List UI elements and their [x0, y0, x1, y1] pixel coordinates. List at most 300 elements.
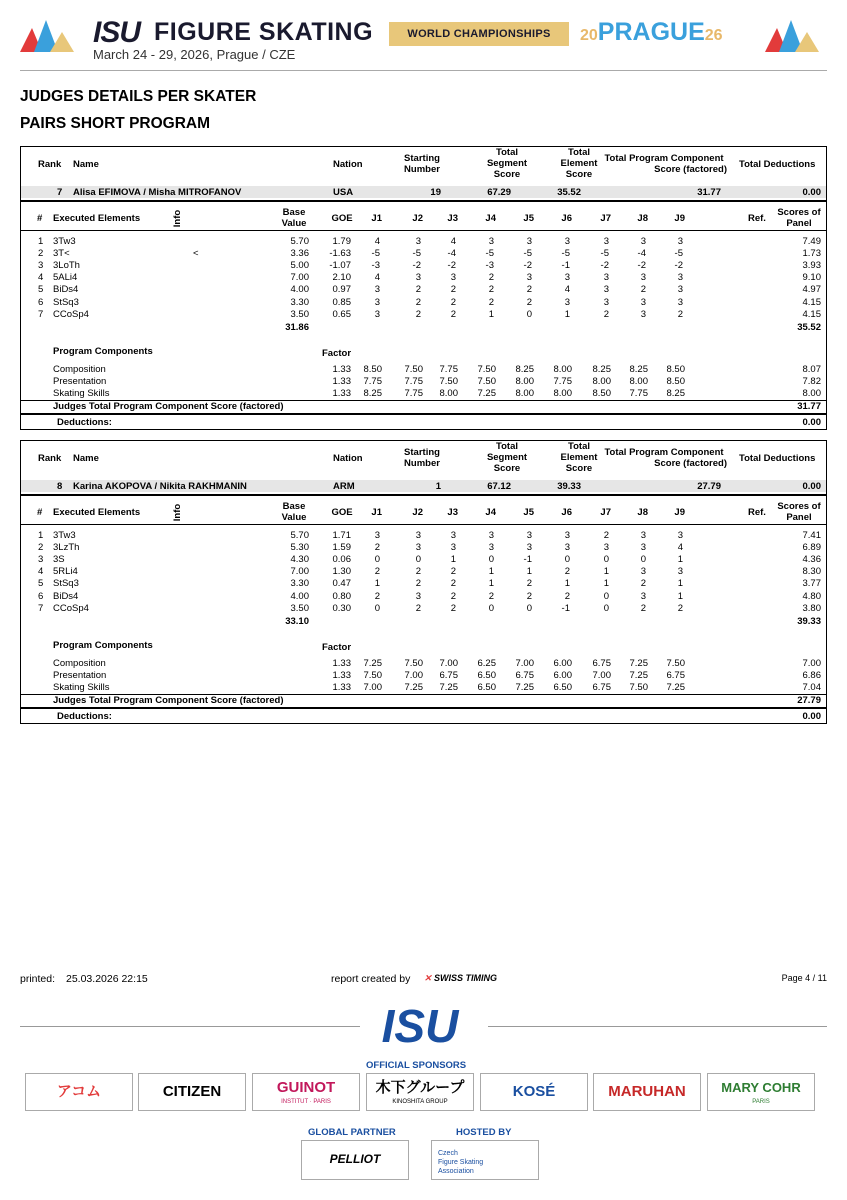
component-judge-9: 7.50 [666, 658, 685, 669]
element-score: 6.89 [802, 542, 821, 554]
element-score: 8.30 [802, 566, 821, 578]
skater-nation: USA [333, 187, 354, 198]
name-header: Name [73, 159, 99, 170]
official-sponsors-label: OFFICIAL SPONSORS [366, 1060, 467, 1071]
judge-header-7: J7 [600, 213, 611, 224]
element-judge-9: 3 [677, 566, 683, 578]
page-header [0, 0, 847, 70]
element-judge-5: 2 [526, 590, 532, 602]
judge-header-8: J8 [637, 213, 648, 224]
element-judge-1: 4 [374, 272, 380, 284]
goe-header: GOE [331, 213, 353, 224]
tpcs-header-2: Score (factored) [654, 458, 727, 469]
total-deductions: 0.00 [802, 481, 821, 492]
sponsor-subtitle: PARIS [752, 1099, 770, 1105]
element-judge-4: 1 [488, 566, 494, 578]
element-judge-7: 3 [603, 284, 609, 296]
component-judge-6: 8.00 [553, 388, 572, 399]
element-goe: 0.06 [332, 554, 351, 566]
element-judge-1: 0 [374, 602, 380, 614]
sponsor-5 [480, 1073, 588, 1111]
element-judge-1: 3 [374, 296, 380, 308]
element-judge-3: 2 [450, 284, 456, 296]
tes-header-3: Score [565, 463, 593, 474]
component-judge-1: 8.25 [363, 388, 382, 399]
element-judge-6: 3 [564, 530, 570, 541]
header-divider [20, 70, 827, 71]
element-number: 6 [38, 296, 44, 308]
element-base-value: 3.30 [290, 578, 309, 590]
element-judge-9: 2 [677, 308, 683, 320]
elements-header-divider [21, 524, 826, 525]
element-number: 3 [38, 260, 44, 272]
element-judge-6: -1 [561, 602, 570, 614]
element-goe: 1.30 [332, 566, 351, 578]
element-judge-3: 2 [450, 566, 456, 578]
base-value-header-1: Base [282, 207, 306, 218]
nation-header: Nation [333, 453, 363, 464]
city-name: PRAGUE [597, 18, 705, 46]
element-judge-3: 3 [450, 542, 456, 554]
city-year-suffix: 26 [704, 27, 723, 44]
element-judge-3: 4 [450, 236, 456, 247]
executed-elements-header: Executed Elements [53, 507, 141, 518]
component-judge-9: 8.50 [666, 364, 685, 375]
element-base-value: 3.50 [290, 308, 309, 320]
tes-header-3: Score [565, 169, 593, 180]
element-judge-9: 1 [677, 554, 683, 566]
starting-number: 1 [435, 481, 441, 492]
element-goe: 1.79 [332, 236, 351, 247]
component-judge-2: 7.75 [404, 376, 423, 387]
total-deductions-header: Total Deductions [739, 159, 816, 170]
info-header: Info [172, 503, 184, 522]
base-value-header-2: Value [281, 512, 307, 523]
element-judge-6: 3 [564, 542, 570, 554]
component-judge-7: 8.00 [592, 376, 611, 387]
element-number: 4 [38, 272, 44, 284]
element-score: 9.10 [802, 272, 821, 284]
judges-total-pcs-label: Judges Total Program Component Score (factored) [53, 695, 284, 706]
base-value-total: 31.86 [285, 322, 309, 333]
element-judge-7: 3 [603, 296, 609, 308]
tes-header-1: Total [568, 147, 590, 158]
isu-logo: ISU [93, 16, 141, 49]
championship-badge: WORLD CHAMPIONSHIPS [389, 22, 569, 46]
element-judge-1: -3 [371, 260, 380, 272]
page-title: JUDGES DETAILS PER SKATER [20, 88, 257, 105]
summary-divider [21, 200, 826, 202]
judge-header-9: J9 [674, 213, 685, 224]
component-judge-3: 8.00 [439, 388, 458, 399]
component-judge-5: 7.00 [515, 658, 534, 669]
component-judge-8: 7.25 [629, 670, 648, 681]
starting-number-header-2: Number [404, 458, 440, 469]
total-element-score: 35.52 [557, 187, 581, 198]
sponsor-7 [707, 1073, 815, 1111]
executed-elements-header: Executed Elements [53, 213, 141, 224]
element-base-value: 5.70 [290, 236, 309, 247]
component-judge-5: 8.00 [515, 376, 534, 387]
element-judge-8: 3 [640, 542, 646, 554]
element-judge-7: 0 [603, 590, 609, 602]
printed-value: 25.03.2026 22:15 [66, 973, 148, 985]
element-judge-6: 3 [564, 236, 570, 247]
deductions-divider [21, 707, 826, 709]
element-judge-7: 1 [603, 566, 609, 578]
element-number: 5 [38, 578, 44, 590]
judge-header-2: J2 [412, 507, 423, 518]
element-goe: 0.97 [332, 284, 351, 296]
component-judge-5: 7.25 [515, 682, 534, 693]
host-line-3: Association [438, 1168, 474, 1175]
element-judge-5: -5 [523, 248, 532, 260]
right-emblem-icon [765, 18, 827, 54]
element-base-value: 4.00 [290, 284, 309, 296]
element-judge-9: 3 [677, 284, 683, 296]
deductions-divider [21, 413, 826, 415]
component-name: Composition [53, 364, 106, 375]
component-judge-3: 6.75 [439, 670, 458, 681]
element-base-value: 4.00 [290, 590, 309, 602]
sponsor-name: MARY COHR [721, 1080, 801, 1095]
element-score: 3.80 [802, 602, 821, 614]
skater-rank: 7 [57, 187, 63, 198]
tss-header-2: Segment [486, 452, 528, 463]
elements-score-total: 35.52 [797, 322, 821, 333]
element-judge-6: 3 [564, 296, 570, 308]
component-factor: 1.33 [332, 364, 351, 375]
info-header: Info [172, 209, 184, 228]
component-judge-4: 7.50 [477, 376, 496, 387]
component-name: Skating Skills [53, 682, 110, 693]
deductions-value: 0.00 [802, 711, 821, 722]
component-name: Composition [53, 658, 106, 669]
scores-panel-header-2: Panel [786, 512, 812, 523]
component-judge-7: 8.25 [592, 364, 611, 375]
element-judge-1: 2 [374, 590, 380, 602]
element-judge-3: 2 [450, 578, 456, 590]
element-judge-5: 3 [526, 236, 532, 247]
sponsor-subtitle: KINOSHITA GROUP [392, 1099, 448, 1105]
element-judge-2: 2 [415, 602, 421, 614]
component-judge-3: 7.25 [439, 682, 458, 693]
element-judge-4: 2 [488, 284, 494, 296]
component-score: 7.00 [802, 658, 821, 669]
swiss-timing-icon: ✕ [424, 973, 435, 983]
element-judge-4: 1 [488, 308, 494, 320]
element-judge-8: 3 [640, 590, 646, 602]
element-judge-4: 2 [488, 272, 494, 284]
rank-header: Rank [38, 159, 62, 170]
judge-header-9: J9 [674, 507, 685, 518]
tss-header-3: Score [493, 169, 521, 180]
element-judge-4: -5 [485, 248, 494, 260]
tes-header-2: Element [560, 452, 598, 463]
tes-header-1: Total [568, 441, 590, 452]
deductions-value: 0.00 [802, 417, 821, 428]
element-judge-6: 1 [564, 578, 570, 590]
judge-header-4: J4 [485, 213, 496, 224]
element-code: 5ALi4 [53, 272, 78, 284]
component-judge-7: 8.50 [592, 388, 611, 399]
component-judge-3: 7.75 [439, 364, 458, 375]
element-goe: 1.71 [332, 530, 351, 541]
element-judge-5: 1 [526, 566, 532, 578]
judges-total-pcs-value: 31.77 [797, 401, 821, 412]
element-judge-4: 1 [488, 578, 494, 590]
hosted-by-label: HOSTED BY [456, 1127, 512, 1138]
rank-header: Rank [38, 453, 62, 464]
page-number: Page 4 / 11 [781, 973, 827, 983]
component-factor: 1.33 [332, 376, 351, 387]
judge-header-1: J1 [371, 213, 382, 224]
global-partner-label: GLOBAL PARTNER [308, 1127, 396, 1138]
element-base-value: 7.00 [290, 272, 309, 284]
total-pcs: 27.79 [697, 481, 721, 492]
element-judge-9: 1 [677, 590, 683, 602]
sponsor-6 [593, 1073, 701, 1111]
element-base-value: 3.50 [290, 602, 309, 614]
element-goe: 0.85 [332, 296, 351, 308]
element-judge-2: 2 [415, 308, 421, 320]
element-judge-6: -5 [561, 248, 570, 260]
element-judge-8: 3 [640, 566, 646, 578]
element-judge-8: 3 [640, 308, 646, 320]
total-segment-score: 67.12 [487, 481, 511, 492]
element-judge-7: 0 [603, 554, 609, 566]
element-judge-5: 2 [526, 296, 532, 308]
judge-header-7: J7 [600, 507, 611, 518]
host-czech-association [431, 1140, 539, 1180]
component-judge-6: 6.00 [553, 670, 572, 681]
element-judge-2: -2 [412, 260, 421, 272]
sponsor-rule-right [488, 1026, 827, 1027]
element-judge-2: 2 [415, 296, 421, 308]
element-score: 4.97 [802, 284, 821, 296]
component-judge-4: 7.25 [477, 388, 496, 399]
component-judge-4: 7.50 [477, 364, 496, 375]
element-judge-9: 3 [677, 236, 683, 247]
component-judge-9: 7.25 [666, 682, 685, 693]
element-base-value: 4.30 [290, 554, 309, 566]
element-judge-8: -2 [637, 260, 646, 272]
skater-block [20, 440, 827, 724]
base-value-total: 33.10 [285, 616, 309, 627]
element-judge-8: 0 [640, 554, 646, 566]
element-judge-2: 2 [415, 566, 421, 578]
judge-header-5: J5 [523, 213, 534, 224]
element-judge-7: 2 [603, 308, 609, 320]
element-judge-7: 3 [603, 542, 609, 554]
component-name: Presentation [53, 376, 107, 387]
element-code: 3S [53, 554, 65, 566]
component-factor: 1.33 [332, 658, 351, 669]
host-line-1: Czech [438, 1150, 458, 1157]
element-judge-7: -2 [600, 260, 609, 272]
element-judge-2: 2 [415, 578, 421, 590]
element-judge-4: 3 [488, 542, 494, 554]
element-score: 4.80 [802, 590, 821, 602]
component-judge-6: 7.75 [553, 376, 572, 387]
element-judge-1: 0 [374, 554, 380, 566]
element-judge-5: 0 [526, 308, 532, 320]
total-pcs: 31.77 [697, 187, 721, 198]
segment-title: PAIRS SHORT PROGRAM [20, 115, 211, 132]
element-number: 2 [38, 248, 44, 260]
component-judge-6: 6.50 [553, 682, 572, 693]
component-name: Skating Skills [53, 388, 110, 399]
deductions-label: Deductions: [57, 417, 112, 428]
element-num-header: # [37, 507, 43, 518]
element-number: 6 [38, 590, 44, 602]
element-judge-8: 2 [640, 602, 646, 614]
element-judge-5: 3 [526, 530, 532, 541]
element-judge-3: 2 [450, 602, 456, 614]
element-goe: 1.59 [332, 542, 351, 554]
component-judge-1: 7.75 [363, 376, 382, 387]
tpcs-header-2: Score (factored) [654, 164, 727, 175]
element-code: CCoSp4 [53, 602, 89, 614]
element-judge-7: -5 [600, 248, 609, 260]
tes-header-2: Element [560, 158, 598, 169]
element-number: 4 [38, 566, 44, 578]
element-judge-6: 3 [564, 272, 570, 284]
component-judge-9: 8.50 [666, 376, 685, 387]
element-judge-6: 2 [564, 566, 570, 578]
printed-label: printed: [20, 973, 56, 985]
element-code: BiDs4 [53, 590, 79, 602]
sponsor-1 [25, 1073, 133, 1111]
element-judge-4: 0 [488, 554, 494, 566]
base-value-header-2: Value [281, 218, 307, 229]
element-num-header: # [37, 213, 43, 224]
scores-panel-header-2: Panel [786, 218, 812, 229]
component-score: 7.82 [802, 376, 821, 387]
element-judge-6: 0 [564, 554, 570, 566]
element-goe: 2.10 [332, 272, 351, 284]
element-goe: 0.80 [332, 590, 351, 602]
element-code: 3LzTh [53, 542, 80, 554]
summary-divider [21, 494, 826, 496]
element-judge-9: -2 [674, 260, 683, 272]
element-base-value: 5.70 [290, 530, 309, 541]
element-judge-1: 1 [374, 578, 380, 590]
element-judge-1: 3 [374, 308, 380, 320]
element-judge-8: 2 [640, 284, 646, 296]
element-base-value: 3.30 [290, 296, 309, 308]
element-goe: -1.63 [329, 248, 351, 260]
event-title: FIGURE SKATING [154, 18, 374, 46]
element-judge-4: 2 [488, 296, 494, 308]
factor-header: Factor [322, 348, 352, 359]
component-judge-8: 7.75 [629, 388, 648, 399]
element-judge-4: 0 [488, 602, 494, 614]
sponsor-name: KOSÉ [512, 1083, 556, 1100]
element-judge-3: 3 [450, 272, 456, 284]
element-number: 3 [38, 554, 44, 566]
component-judge-2: 7.50 [404, 658, 423, 669]
judges-total-pcs-label: Judges Total Program Component Score (factored) [53, 401, 284, 412]
element-judge-2: 3 [415, 530, 421, 541]
element-judge-2: -5 [412, 248, 421, 260]
deductions-label: Deductions: [57, 711, 112, 722]
total-deductions-header: Total Deductions [739, 453, 816, 464]
element-judge-6: 4 [564, 284, 570, 296]
component-judge-8: 8.00 [629, 376, 648, 387]
element-judge-4: 3 [488, 236, 494, 247]
element-code: BiDs4 [53, 284, 79, 296]
component-judge-2: 7.25 [404, 682, 423, 693]
total-segment-score: 67.29 [487, 187, 511, 198]
element-judge-5: 3 [526, 542, 532, 554]
element-judge-1: -5 [371, 248, 380, 260]
element-judge-5: 0 [526, 602, 532, 614]
element-goe: -1.07 [329, 260, 351, 272]
element-judge-3: 2 [450, 308, 456, 320]
component-judge-8: 7.50 [629, 682, 648, 693]
component-score: 6.86 [802, 670, 821, 681]
skater-block [20, 146, 827, 430]
skater-rank: 8 [57, 481, 63, 492]
element-code: StSq3 [53, 578, 79, 590]
sponsor-4 [366, 1073, 474, 1111]
event-dates: March 24 - 29, 2026, Prague / CZE [93, 47, 296, 62]
component-score: 7.04 [802, 682, 821, 693]
city-year-prefix: 20 [580, 27, 598, 44]
element-number: 5 [38, 284, 44, 296]
element-judge-7: 3 [603, 236, 609, 247]
program-components-header: Program Components [53, 640, 153, 651]
component-judge-7: 6.75 [592, 658, 611, 669]
element-base-value: 3.36 [290, 248, 309, 260]
element-number: 7 [38, 308, 44, 320]
component-judge-4: 6.50 [477, 682, 496, 693]
sponsor-name: 木下グループ [375, 1079, 465, 1096]
skater-name: Karina AKOPOVA / Nikita RAKHMANIN [73, 481, 247, 492]
element-judge-9: 3 [677, 272, 683, 284]
element-number: 2 [38, 542, 44, 554]
component-factor: 1.33 [332, 388, 351, 399]
element-judge-8: 3 [640, 530, 646, 541]
judge-header-6: J6 [561, 507, 572, 518]
ref-header: Ref. [748, 507, 766, 518]
sponsor-name: GUINOT [276, 1079, 336, 1096]
sponsor-subtitle: INSTITUT · PARIS [281, 1099, 331, 1105]
total-deductions: 0.00 [802, 187, 821, 198]
element-judge-8: 3 [640, 272, 646, 284]
element-judge-1: 4 [374, 236, 380, 247]
program-components-header: Program Components [53, 346, 153, 357]
element-score: 4.15 [802, 296, 821, 308]
element-judge-2: 3 [415, 236, 421, 247]
component-judge-7: 6.75 [592, 682, 611, 693]
scores-panel-header-1: Scores of [777, 207, 821, 218]
element-judge-7: 0 [603, 602, 609, 614]
element-info: < [193, 248, 199, 260]
element-score: 3.93 [802, 260, 821, 272]
element-judge-5: -1 [523, 554, 532, 566]
element-judge-2: 3 [415, 590, 421, 602]
name-header: Name [73, 453, 99, 464]
element-code: 3LoTh [53, 260, 80, 272]
component-factor: 1.33 [332, 682, 351, 693]
element-judge-9: 3 [677, 530, 683, 541]
element-judge-9: -5 [674, 248, 683, 260]
nation-header: Nation [333, 159, 363, 170]
component-judge-1: 7.00 [363, 682, 382, 693]
element-judge-2: 3 [415, 542, 421, 554]
